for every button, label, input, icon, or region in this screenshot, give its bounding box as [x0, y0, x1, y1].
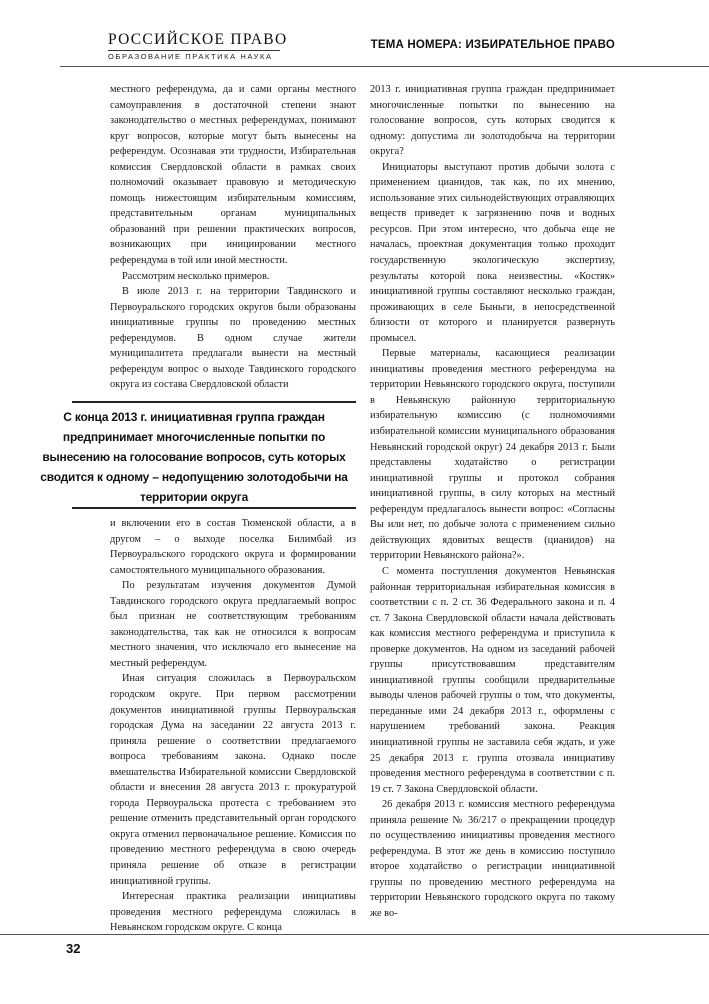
paragraph: В июле 2013 г. на территории Тавдинского и Первоуральского городских округов были образованы инициативные группы по проведению местных референдумов. В одном случае жители муниципалитета предлагали вынести на местный референдум вопрос о выходе Тавдинского городского округа из состава Свердловской области — [110, 286, 356, 391]
page-number: 32 — [66, 941, 81, 956]
paragraph: По результатам изучения документов Думой Тавдинского городского округа предлагаемый вопрос был признан не соответствующим требованиям законодательства, так как не относился к вопросам местного значения, что исключало его вынесение на местный референдум. — [110, 580, 356, 669]
paragraph: Инициаторы выступают против добычи золота с применением цианидов, так как, по их мнению, использование этих сильнодействующих отравляющих веществ приведет к загрязнению почв и водных ресурсов. При этом интересно, что добыча еще не началась, проектная документация только проходит государственную экологическую экспертизу, результаты которой пока неизвестны. «Костяк» инициативной группы составляют несколько граждан, проживающих в селе Быньги, в непосредственной близости от которого и планируется развернуть промысел. — [370, 161, 615, 344]
paragraph: Интересная практика реализации инициативы проведения местного референдума сложилась в Невьянском городском округе. С конца — [110, 891, 356, 934]
column-left-top — [110, 82, 356, 393]
paragraph: С момента поступления документов Невьянская районная территориальная избирательная комиссия в соответствии с п. 2 ст. 36 Федерального закона и п. 4 ст. 7 Закона Свердловской области начала действовать как комиссия местного референдума и приступила к проверке документов. На одном из заседаний рабочей группы присутствовавшим представителям инициативной группы сообщили предварительные выводы членов рабочей группы о том, что документы, переданные ими 24 декабря 2013 г., оформлены с нарушением требований закона. Реакция инициативной группы не заставила себя ждать, и уже 25 декабря 2013 г. группа отозвала инициативу проведения местного референдума в соответствии с п. 19 ст. 7 Закона Свердловской области. — [370, 565, 615, 795]
paragraph: 26 декабря 2013 г. комиссия местного референдума приняла решение № 36/217 о прекращении процедур по осуществлению инициативы проведения местного референдума. В этот же день в комиссию поступило второе ходатайство о регистрации инициативной группы по проведению местного референдума на территории Невьянского городского округа по такому же во- — [370, 799, 615, 919]
pull-quote-text: С конца 2013 г. инициативная группа граждан предпринимает многочисленные попытки по вынесению на голосование вопросов, суть которых сводится к одному – недопущению золотодобычи на территории округа — [40, 410, 348, 504]
column-right — [370, 82, 615, 918]
paragraph: и включении его в состав Тюменской области, а в другом – о выходе поселка Билимбай из Первоуральского городского округа и формировании самостоятельного муниципального образования. — [110, 518, 356, 576]
paragraph: 2013 г. инициативная группа граждан предпринимает многочисленные попытки по вынесению на голосование вопросов, суть которых сводится к одному: допустима ли золотодобыча на территории округа? — [370, 84, 615, 158]
pull-quote — [32, 400, 356, 510]
paragraph: местного референдума, да и сами органы местного самоуправления в достаточной степени знают законодательство о местных референдумах, понимают круг вопросов, которые могут быть вынесены на референдум. Осознавая эти трудности, Избирательная комиссия Свердловской области в рамках своих полномочий оказывает правовую и методическую помощь нижестоящим избирательным комиссиям, представительным органам муниципальных образований при решении практических вопросов, возникающих при инициировании местного референдума в той или иной местности. — [110, 84, 356, 267]
footer-rule — [0, 934, 709, 935]
logo-divider — [108, 50, 280, 51]
column-left-bottom — [110, 516, 356, 934]
pull-quote-rule-top — [72, 401, 356, 403]
pull-quote-rule-bottom — [72, 507, 356, 509]
journal-logo — [108, 31, 288, 61]
paragraph: Иная ситуация сложилась в Первоуральском городском округе. При первом рассмотрении документов инициативной группы Первоуральская городская Дума на заседании 22 августа 2013 г. приняла решение о соответствии предлагаемого вопроса требованиям закона. Однако после вмешательства Избирательной комиссии Свердловской области и внесения 28 августа 2013 г. прокуратурой города Первоуральска протеста с требованием это решение отменить представительный орган городского округа отменил первоначальное решение. Комиссия по проведению местного референдума в свою очередь приняла решение об отказе в регистрации инициативной группы. — [110, 673, 356, 887]
header-rule — [60, 66, 709, 67]
paragraph: Рассмотрим несколько примеров. — [122, 270, 270, 282]
paragraph: Первые материалы, касающиеся реализации инициативы проведения местного референдума на территории Невьянского городского округа, поступили в Невьянскую районную территориальную избирательную комиссию (с полномочиями избирательной комиссии муниципального образования Невьянский городской округ) 24 декабря 2013 г. Были представлены ходатайство о регистрации инициативной группы и протокол собрания инициативной группы, в силу которых на местный референдум предлагалось вынести вопрос: «Согласны Вы или нет, по добыче золота с применением сильно действующих ядовитых веществ (цианидов) на территории Невьянского района?». — [370, 348, 615, 562]
journal-subtitle: ОБРАЗОВАНИЕ ПРАКТИКА НАУКА — [108, 52, 273, 61]
page-header — [0, 0, 709, 70]
issue-topic: ТЕМА НОМЕРА: ИЗБИРАТЕЛЬНОЕ ПРАВО — [370, 39, 615, 51]
journal-title: РОССИЙСКОЕ ПРАВО — [108, 31, 288, 48]
